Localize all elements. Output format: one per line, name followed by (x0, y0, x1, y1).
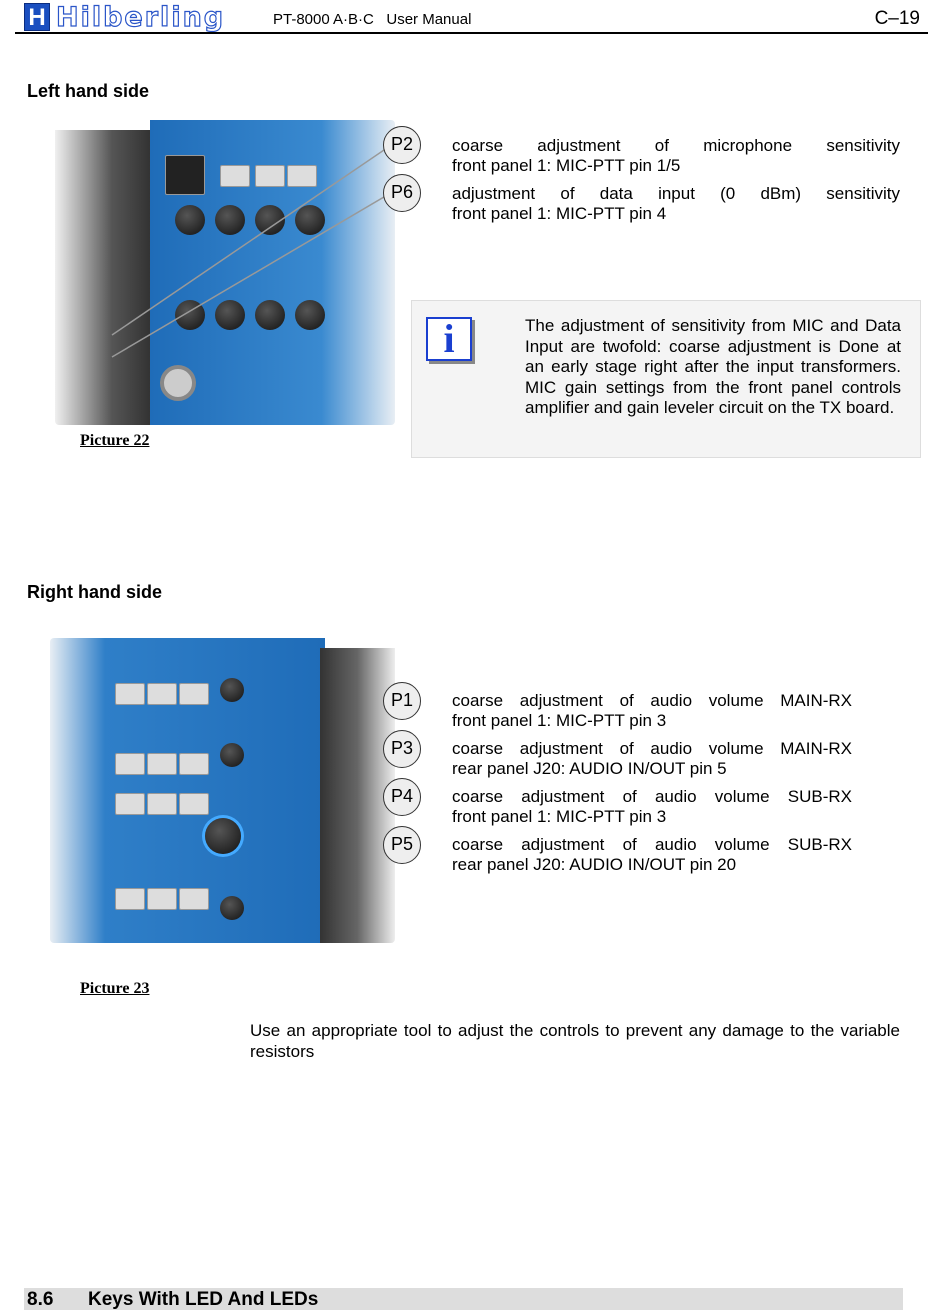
p1-description: coarse adjustment of audio volume MAIN-RX front panel 1: MIC-PTT pin 3 (452, 691, 852, 730)
section-title: Keys With LED And LEDs (88, 1289, 319, 1310)
info-note (411, 300, 921, 458)
p6-description: adjustment of data input (0 dBm) sensitivity front panel 1: MIC-PTT pin 4 (452, 184, 900, 223)
callout-p4: P4 (383, 778, 421, 816)
logo-mark: H (24, 3, 50, 31)
info-icon: i (426, 317, 472, 361)
p4-description: coarse adjustment of audio volume SUB-RX front panel 1: MIC-PTT pin 3 (452, 787, 852, 826)
section-heading (24, 1288, 903, 1310)
document-title: PT-8000 A·B·C User Manual (273, 11, 472, 28)
p3-description: coarse adjustment of audio volume MAIN-RX rear panel J20: AUDIO IN/OUT pin 5 (452, 739, 852, 778)
right-side-heading: Right hand side (27, 582, 162, 602)
page-number: C–19 (874, 8, 920, 29)
left-side-heading: Left hand side (27, 81, 150, 101)
callout-p2: P2 (383, 126, 421, 164)
p5-description: coarse adjustment of audio volume SUB-RX rear panel J20: AUDIO IN/OUT pin 20 (452, 835, 852, 874)
picture-23-caption: Picture 23 (80, 980, 150, 997)
p2-description: coarse adjustment of microphone sensitivity front panel 1: MIC-PTT pin 1/5 (452, 136, 900, 175)
callout-p5: P5 (383, 826, 421, 864)
right-panel-photo (50, 638, 395, 943)
callout-p3: P3 (383, 730, 421, 768)
section-number: 8.6 (27, 1289, 54, 1310)
callout-p6: P6 (383, 174, 421, 212)
picture-22-caption: Picture 22 (80, 432, 150, 449)
info-text: The adjustment of sensitivity from MIC and Data Input are twofold: coarse adjustment is Done at an early stage right after the input transformers. MIC gain settings from the front panel controls amplifier and gain leveler circuit on the TX board. (525, 316, 901, 418)
caution-note: Use an appropriate tool to adjust the controls to prevent any damage to the variable resistors (250, 1021, 900, 1061)
callout-p1: P1 (383, 682, 421, 720)
logo-wordmark: Hilberling (56, 1, 226, 33)
